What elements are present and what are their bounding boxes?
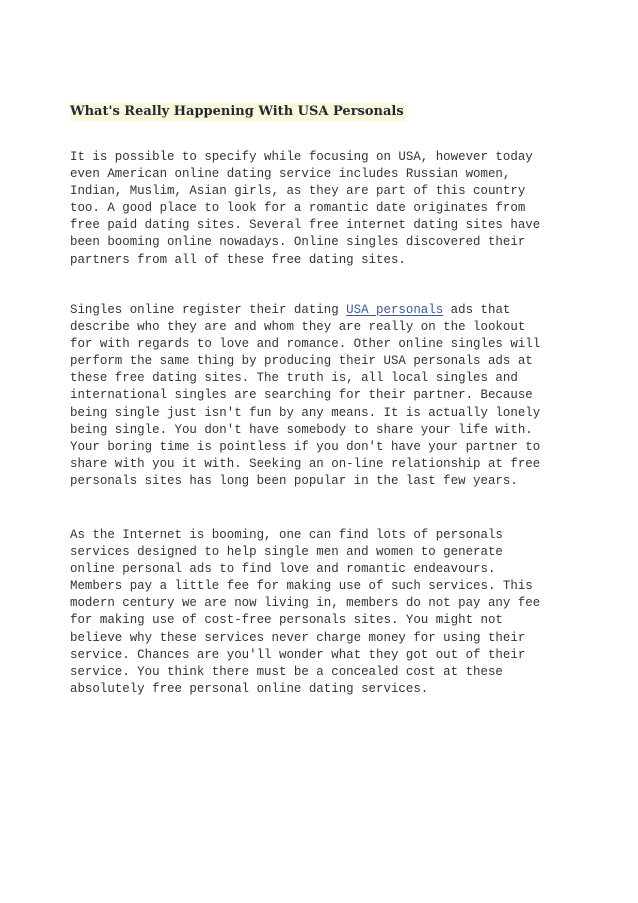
paragraph-2-line: being single just isn't fun by any means. It is actually lonely	[70, 405, 541, 420]
paragraph-2-line: personals sites has long been popular in the last few years.	[70, 473, 518, 488]
paragraph-2-line: share with you it with. Seeking an on-line relationship at free	[70, 456, 541, 471]
paragraph-3-line: online personal ads to find love and romantic endeavours.	[70, 562, 496, 577]
paragraph-2-text: Singles online register their dating	[70, 303, 347, 317]
paragraph-2-line: perform the same thing by producing their USA personals ads at	[70, 354, 533, 369]
paragraph-1-line: partners from all of these free dating sites.	[70, 252, 406, 267]
paragraph-3-line: modern century we are now living in, members do not pay any fee	[70, 596, 541, 611]
paragraph-3-line: Members pay a little fee for making use of such services. This	[70, 579, 533, 594]
paragraph-3-line: services designed to help single men and women to generate	[70, 545, 503, 560]
paragraph-1	[70, 149, 540, 269]
paragraph-1-line: Indian, Muslim, Asian girls, as they are part of this country	[70, 184, 526, 199]
document-title: What's Really Happening With USA Personals	[70, 104, 404, 119]
paragraph-1-line: It is possible to specify while focusing on USA, however today	[70, 150, 533, 164]
paragraph-3-line: service. You think there must be a concealed cost at these	[70, 664, 503, 679]
paragraph-2	[70, 302, 540, 490]
paragraph-1-line: too. A good place to look for a romantic date originates from	[70, 201, 526, 216]
paragraph-2-line: international singles are searching for their partner. Because	[70, 388, 533, 403]
paragraph-1-line: been booming online nowadays. Online singles discovered their	[70, 235, 526, 250]
paragraph-1-line: free paid dating sites. Several free internet dating sites have	[70, 218, 541, 233]
usa-personals-link[interactable]: USA personals	[346, 303, 444, 317]
paragraph-2-line: being single. You don't have somebody to share your life with.	[70, 422, 533, 437]
paragraph-2-line: Your boring time is pointless if you don't have your partner to	[70, 439, 541, 454]
paragraph-1-line: even American online dating service includes Russian women,	[70, 167, 511, 182]
paragraph-2-text: ads that	[443, 303, 511, 317]
paragraph-3-line: service. Chances are you'll wonder what they got out of their	[70, 647, 526, 662]
paragraph-2-line: for with regards to love and romance. Other online singles will	[70, 337, 541, 352]
paragraph-3-line: for making use of cost-free personals sites. You might not	[70, 613, 503, 628]
paragraph-3-line: absolutely free personal online dating services.	[70, 681, 429, 696]
paragraph-3	[70, 527, 540, 698]
paragraph-3-line: As the Internet is booming, one can find lots of personals	[70, 528, 503, 542]
paragraph-3-line: believe why these services never charge money for using their	[70, 630, 526, 645]
paragraph-2-line: describe who they are and whom they are really on the lookout	[70, 320, 526, 335]
paragraph-2-line: these free dating sites. The truth is, all local singles and	[70, 371, 518, 386]
